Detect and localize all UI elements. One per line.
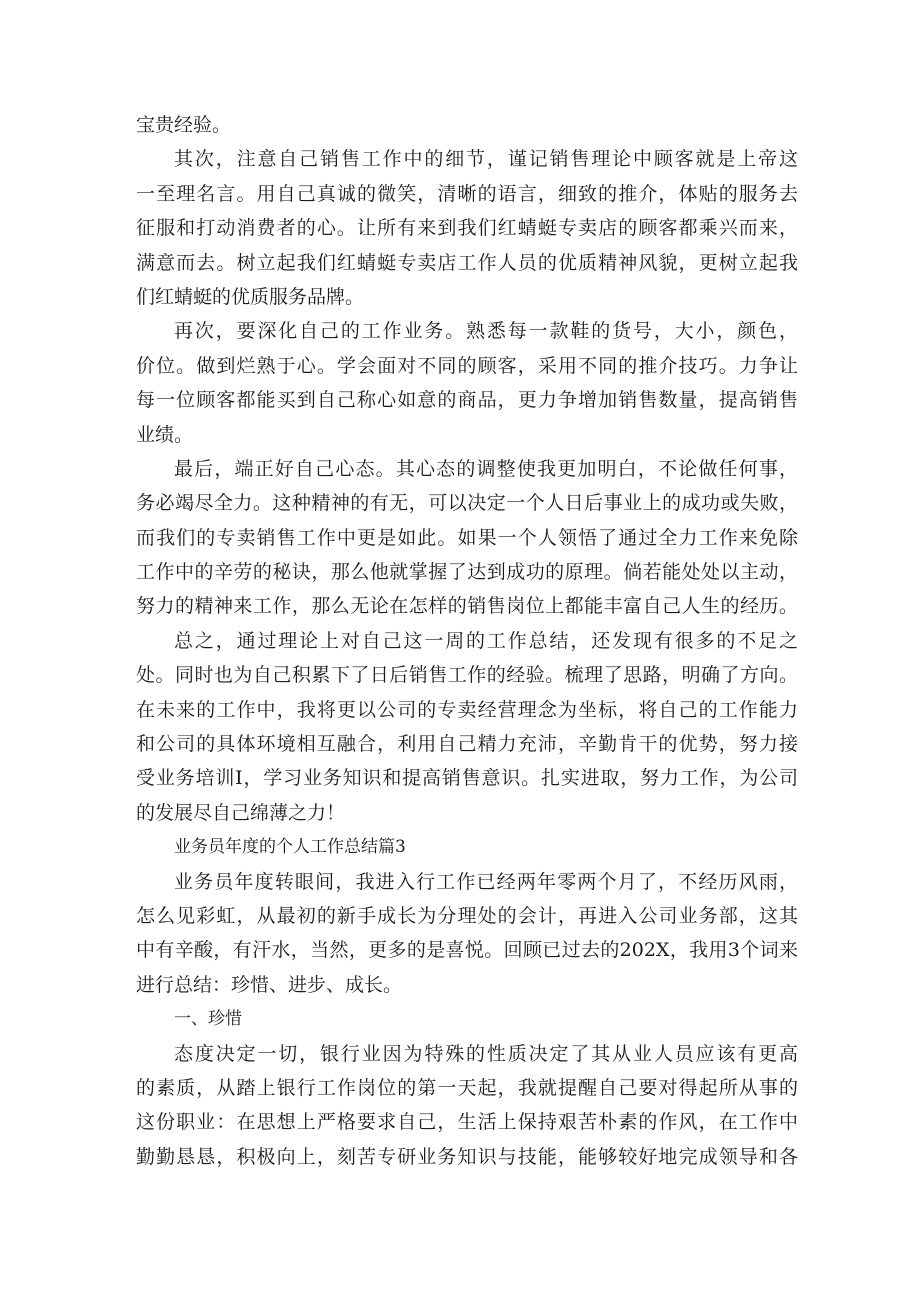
paragraph-line: 的素质，从踏上银行工作岗位的第一天起，我就提醒自己要对得起所从事的 [136,1076,798,1099]
paragraph-line: 宝贵经验。 [136,114,232,136]
section-heading: 一、珍惜 [174,1009,242,1030]
paragraph-line: 的发展尽自己绵薄之力！ [136,801,346,824]
paragraph-line: 努力的精神来工作，那么无论在怎样的销售岗位上都能丰富自己人生的经历。 [136,595,798,618]
document-body [136,108,798,1174]
paragraph-line: 征服和打动消费者的心。让所有来到我们红蜻蜓专卖店的顾客都乘兴而来， [136,217,798,240]
paragraph-line: 进行总结：珍惜、进步、成长。 [136,973,403,996]
paragraph-line: 最后，端正好自己心态。其心态的调整使我更加明白，不论做任何事， [174,457,798,480]
paragraph-line: 们红蜻蜓的优质服务品牌。 [136,285,365,308]
paragraph-line: 工作中的辛劳的秘诀，那么他就掌握了达到成功的原理。倘若能处处以主动， [136,561,798,584]
paragraph-line: 受业务培训I，学习业务知识和提高销售意识。扎实进取，努力工作，为公司 [136,767,798,790]
paragraph-line: 勤勤恳恳，积极向上，刻苦专研业务知识与技能，能够较好地完成领导和各 [136,1145,798,1168]
section-heading: 业务员年度的个人工作总结篇3 [174,837,406,858]
paragraph-line: 再次，要深化自己的工作业务。熟悉每一款鞋的货号，大小，颜色， [174,320,798,343]
paragraph-line: 每一位顾客都能买到自己称心如意的商品，更力争增加销售数量，提高销售 [136,389,798,412]
paragraph-line: 和公司的具体环境相互融合，利用自己精力充沛，辛勤肯干的优势，努力接 [136,733,798,756]
paragraph-line: 总之，通过理论上对自己这一周的工作总结，还发现有很多的不足之 [174,629,798,652]
paragraph-line: 处。同时也为自己积累下了日后销售工作的经验。梳理了思路，明确了方向。 [136,664,798,687]
paragraph-line: 务必竭尽全力。这种精神的有无，可以决定一个人日后事业上的成功或失败， [136,492,798,515]
paragraph-line: 满意而去。树立起我们红蜻蜓专卖店工作人员的优质精神风貌，更树立起我 [136,251,798,274]
paragraph-line: 而我们的专卖销售工作中更是如此。如果一个人领悟了通过全力工作来免除 [136,526,798,549]
paragraph-line: 其次，注意自己销售工作中的细节，谨记销售理论中顾客就是上帝这 [174,148,798,171]
paragraph-line: 中有辛酸，有汗水，当然，更多的是喜悦。回顾已过去的202X，我用3个词来 [136,939,798,962]
paragraph-line: 一至理名言。用自己真诚的微笑，清晰的语言，细致的推介，体贴的服务去 [136,182,798,205]
paragraph-line: 在未来的工作中，我将更以公司的专卖经营理念为坐标，将自己的工作能力 [136,698,798,721]
paragraph-line: 业绩。 [136,423,194,446]
paragraph-line: 业务员年度转眼间，我进入行工作已经两年零两个月了，不经历风雨， [174,870,798,893]
paragraph-line: 这份职业：在思想上严格要求自己，生活上保持艰苦朴素的作风，在工作中 [136,1111,798,1134]
paragraph-line: 态度决定一切，银行业因为特殊的性质决定了其从业人员应该有更高 [174,1042,798,1065]
paragraph-line: 价位。做到烂熟于心。学会面对不同的顾客，采用不同的推介技巧。力争让 [136,354,798,377]
paragraph-line: 怎么见彩虹，从最初的新手成长为分理处的会计，再进入公司业务部，这其 [136,904,798,927]
